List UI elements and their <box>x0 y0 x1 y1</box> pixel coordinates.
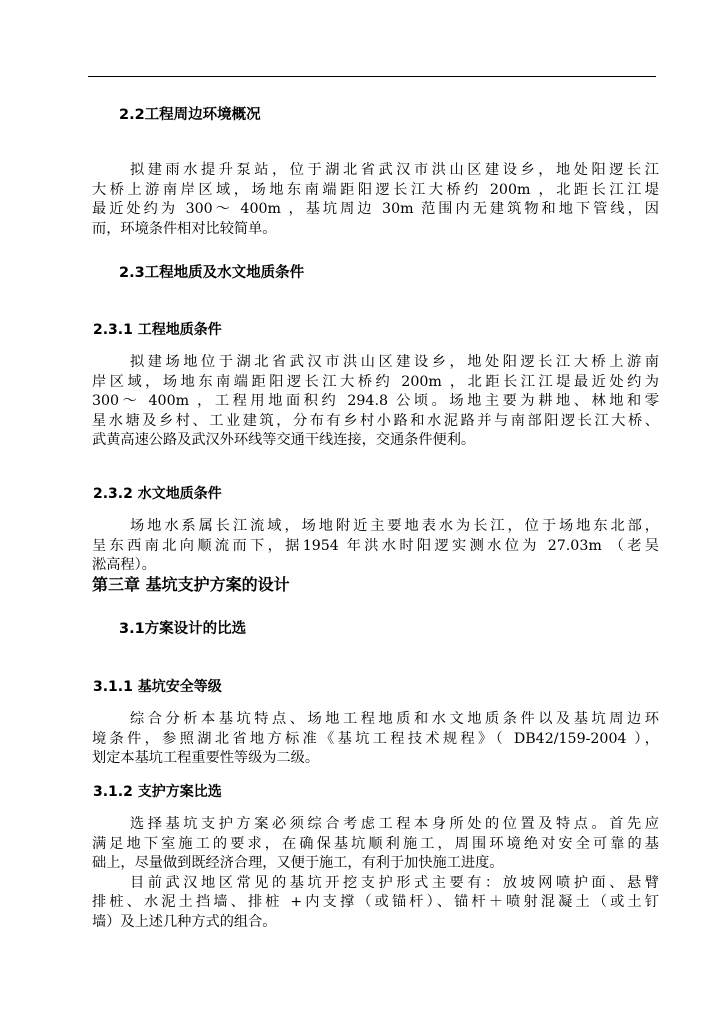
heading-3-1-1: 3.1.1 基坑安全等级 <box>93 679 222 695</box>
text-line: 目前武汉地区常见的基坑开挖支护形式主要有：放坡网喷护面、悬臂 <box>130 874 659 891</box>
text-line: 最近处约为 300～ 400m ，基坑周边 30m 范围内无建筑物和地下管线，因 <box>92 201 659 217</box>
header-rule <box>88 76 656 77</box>
heading-3-1: 3.1方案设计的比选 <box>119 621 247 637</box>
paragraph-2-3-1 <box>92 353 659 451</box>
paragraph-2-2 <box>92 161 659 239</box>
text-line: 淞高程）。 <box>92 557 156 573</box>
text-line: 选择基坑支护方案必须综合考虑工程本身所处的位置及特点。首先应 <box>130 816 659 832</box>
text-line: 墙）及上述几种方式的组合。 <box>92 913 277 930</box>
text-line: 础上，尽量做到既经济合理，又便于施工，有利于加快施工进度。 <box>92 855 504 871</box>
text-line: 拟建雨水提升泵站，位于湖北省武汉市洪山区建设乡，地处阳逻长江 <box>130 162 659 178</box>
heading-2-3: 2.3工程地质及水文地质条件 <box>119 265 305 281</box>
text-line: 300～ 400m ，工程用地面积约 294.8 公顷。场地主要为耕地、林地和零 <box>92 393 659 409</box>
text-line: 满足地下室施工的要求，在确保基坑顺利施工，周围环境绝对安全可靠的基 <box>92 835 659 852</box>
text-line: 综合分析本基坑特点、场地工程地质和水文地质条件以及基坑周边环 <box>130 711 659 727</box>
text-line: 武黄高速公路及武汉外环线等交通干线连接，交通条件便利。 <box>92 432 476 448</box>
text-line: 场地水系属长江流域，场地附近主要地表水为长江，位于场地东北部， <box>130 518 659 534</box>
heading-2-2: 2.2工程周边环境概况 <box>119 107 261 123</box>
text-line: 呈东西南北向顺流而下，据1954 年洪水时阳逻实测水位为 27.03m （老吴 <box>92 537 659 554</box>
text-line: 拟建场地位于湖北省武汉市洪山区建设乡，地处阳逻长江大桥上游南 <box>130 354 659 370</box>
text-line: 星水塘及乡村、工业建筑，分布有乡村小路和水泥路并与南部阳逻长江大桥、 <box>92 412 659 429</box>
text-line: 境条件，参照湖北省地方标准《基坑工程技术规程》（ DB42/159-2004 ）， <box>92 730 659 747</box>
text-line: 划定本基坑工程重要性等级为二级。 <box>92 750 320 766</box>
text-line: 大桥上游南岸区域，场地东南端距阳逻长江大桥约 200m ，北距长江江堤 <box>92 181 659 198</box>
text-line: 而，环境条件相对比较简单。 <box>92 220 277 237</box>
text-line: 岸区域，场地东南端距阳逻长江大桥约 200m ，北距长江江堤最近处约为 <box>92 373 659 390</box>
chapter-3-title: 第三章 基坑支护方案的设计 <box>92 575 290 594</box>
paragraph-2-3-2 <box>92 517 659 576</box>
text-line: 排桩、水泥土挡墙、排桩 +内支撑（或锚杆）、锚杆＋喷射混凝土（或土钉 <box>92 894 659 910</box>
heading-2-3-1: 2.3.1 工程地质条件 <box>93 322 222 338</box>
paragraph-3-1-1 <box>92 710 659 769</box>
paragraph-3-1-2 <box>92 815 659 932</box>
heading-2-3-2: 2.3.2 水文地质条件 <box>93 486 222 502</box>
heading-3-1-2: 3.1.2 支护方案比选 <box>93 784 222 800</box>
